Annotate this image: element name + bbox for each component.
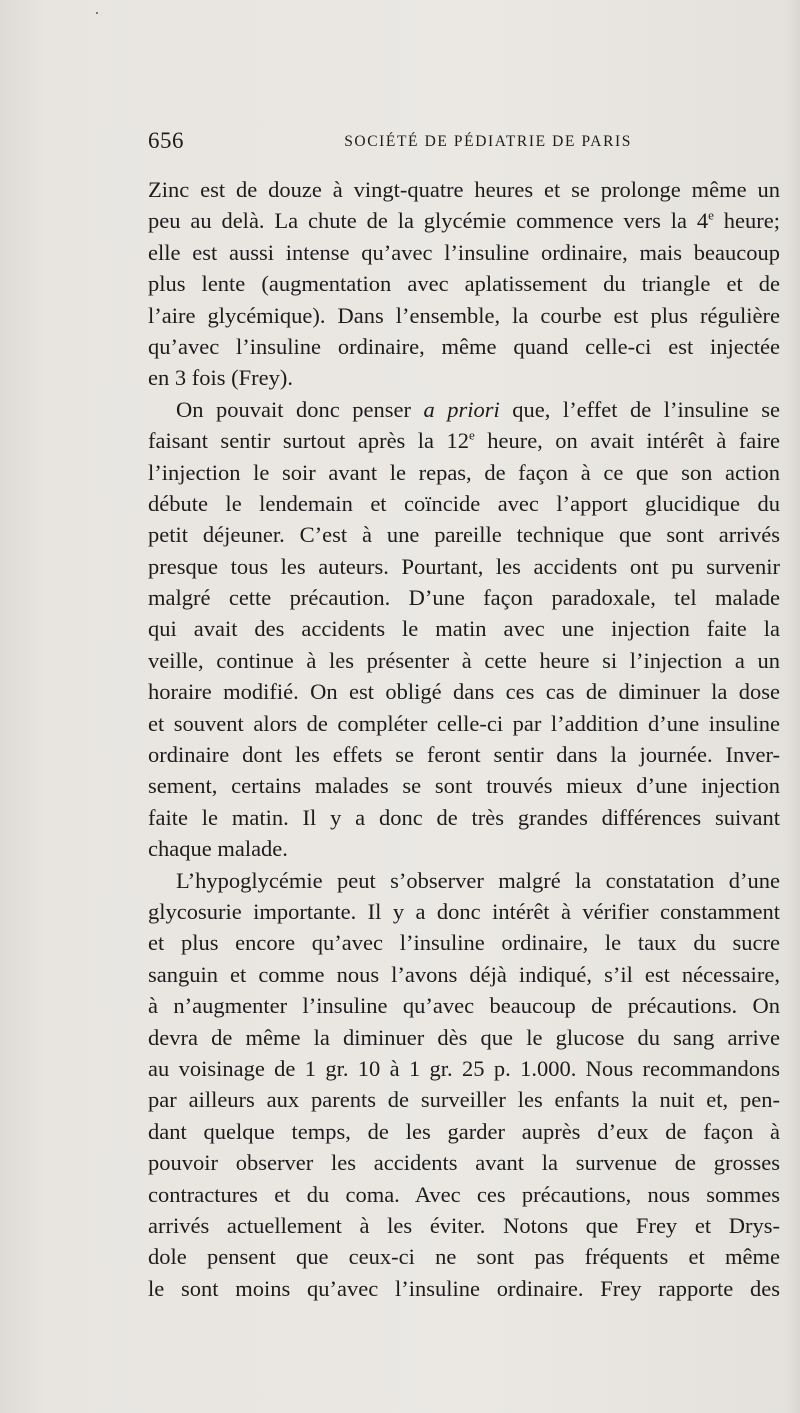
line-text: en 3 fois (Frey). <box>148 365 293 391</box>
line-text: arrivés actuellement à les éviter. Notons que Frey et Drys- <box>148 1212 780 1238</box>
line-text: dant quelque temps, de les garder auprès d’eux de façon à <box>148 1118 780 1144</box>
line-text: L’hypoglycémie peut s’observer malgré la constatation d’une <box>176 867 780 893</box>
line-text: petit déjeuner. C’est à une pareille technique que sont arrivés <box>148 522 780 548</box>
line-text: qu’avec l’insuline ordinaire, même quand celle-ci est injectée <box>148 333 780 359</box>
text-line <box>148 425 780 456</box>
text-line <box>148 1084 780 1115</box>
line-text: faite le matin. Il y a donc de très grandes différences suivant <box>148 804 780 830</box>
line-text: pouvoir observer les accidents avant la survenue de grosses <box>148 1150 780 1176</box>
line-text: malgré cette précaution. D’une façon paradoxale, tel malade <box>148 585 780 611</box>
text-line <box>148 1241 780 1272</box>
line-text: sement, certains malades se sont trouvés mieux d’une injection <box>148 773 780 799</box>
text-line <box>148 457 780 488</box>
text-line <box>148 1022 780 1053</box>
text-line <box>148 1116 780 1147</box>
line-text: l’aire glycémique). Dans l’ensemble, la courbe est plus régulière <box>148 302 780 328</box>
text-line <box>148 519 780 550</box>
text-line <box>148 739 780 770</box>
text-line <box>148 174 780 205</box>
text-line <box>148 613 780 644</box>
line-text: l’injection le soir avant le repas, de façon à ce que son action <box>148 459 780 485</box>
line-text: au voisinage de 1 gr. 10 à 1 gr. 25 p. 1.000. Nous recommandons <box>148 1055 780 1081</box>
text-line <box>148 551 780 582</box>
text-line <box>148 959 780 990</box>
line-text: et plus encore qu’avec l’insuline ordinaire, le taux du sucre <box>148 930 780 956</box>
text-line <box>148 645 780 676</box>
text-line <box>148 802 780 833</box>
page-number: 656 <box>148 128 184 153</box>
line-text: heure; <box>713 208 781 234</box>
line-text: plus lente (augmentation avec aplatissement du triangle et de <box>148 271 780 297</box>
text-line <box>148 896 780 927</box>
running-title: SOCIÉTÉ DE PÉDIATRIE DE PARIS <box>344 133 632 150</box>
line-text: que, l’effet de l’insuline se <box>499 396 780 422</box>
text-line <box>148 833 780 864</box>
line-text: faisant sentir surtout après la 12 <box>148 428 469 454</box>
text-line <box>148 268 780 299</box>
line-text: qui avait des accidents le matin avec une injection faite la <box>148 616 780 642</box>
text-line <box>148 331 780 362</box>
text-line <box>148 582 780 613</box>
text-line <box>148 300 780 331</box>
line-text: presque tous les auteurs. Pourtant, les accidents ont pu survenir <box>148 553 780 579</box>
text-line <box>148 708 780 739</box>
text-line <box>148 676 780 707</box>
text-line <box>148 770 780 801</box>
text-line <box>148 394 780 425</box>
italic-phrase: a priori <box>423 396 500 422</box>
line-text: par ailleurs aux parents de surveiller les enfants la nuit et, pen- <box>148 1087 780 1113</box>
text-line <box>148 927 780 958</box>
line-text: devra de même la diminuer dès que le glucose du sang arrive <box>148 1024 780 1050</box>
text-line <box>148 362 780 393</box>
line-text: à n’augmenter l’insuline qu’avec beaucoup de précautions. On <box>148 993 780 1019</box>
line-text: heure, on avait intérêt à faire <box>474 428 780 454</box>
text-line <box>148 1273 780 1304</box>
text-line <box>148 205 780 236</box>
text-line <box>148 237 780 268</box>
line-text: le sont moins qu’avec l’insuline ordinaire. Frey rapporte des <box>148 1275 780 1301</box>
line-text: et souvent alors de compléter celle-ci par l’addition d’une insuline <box>148 710 780 736</box>
line-text: glycosurie importante. Il y a donc intérêt à vérifier constamment <box>148 898 780 924</box>
line-text: horaire modifié. On est obligé dans ces cas de diminuer la dose <box>148 679 780 705</box>
text-line <box>148 865 780 896</box>
line-text: On pouvait donc penser <box>176 396 424 422</box>
superscript: e <box>708 207 714 223</box>
text-line <box>148 1179 780 1210</box>
line-text: elle est aussi intense qu’avec l’insuline ordinaire, mais beaucoup <box>148 239 780 265</box>
page-edge-shadow <box>786 0 800 1413</box>
line-text: débute le lendemain et coïncide avec l’apport glucidique du <box>148 490 780 516</box>
text-line <box>148 990 780 1021</box>
text-line <box>148 1147 780 1178</box>
line-text: ordinaire dont les effets se feront sentir dans la journée. Inver- <box>148 742 780 768</box>
line-text: veille, continue à les présenter à cette heure si l’injection a un <box>148 647 780 673</box>
text-line <box>148 1053 780 1084</box>
superscript: e <box>468 427 475 443</box>
line-text: Zinc est de douze à vingt-quatre heures et se prolonge même un <box>148 177 780 202</box>
text-line <box>148 1210 780 1241</box>
text-line <box>148 488 780 519</box>
body-text <box>148 174 780 1304</box>
line-text: peu au delà. La chute de la glycémie commence vers la 4 <box>148 208 709 234</box>
line-text: chaque malade. <box>148 836 288 862</box>
ink-speck <box>96 12 98 14</box>
line-text: sanguin et comme nous l’avons déjà indiqué, s’il est nécessaire, <box>148 961 780 987</box>
running-header <box>148 128 632 156</box>
line-text: contractures et du coma. Avec ces précautions, nous sommes <box>148 1181 780 1207</box>
line-text: dole pensent que ceux-ci ne sont pas fréquents et même <box>148 1244 780 1270</box>
